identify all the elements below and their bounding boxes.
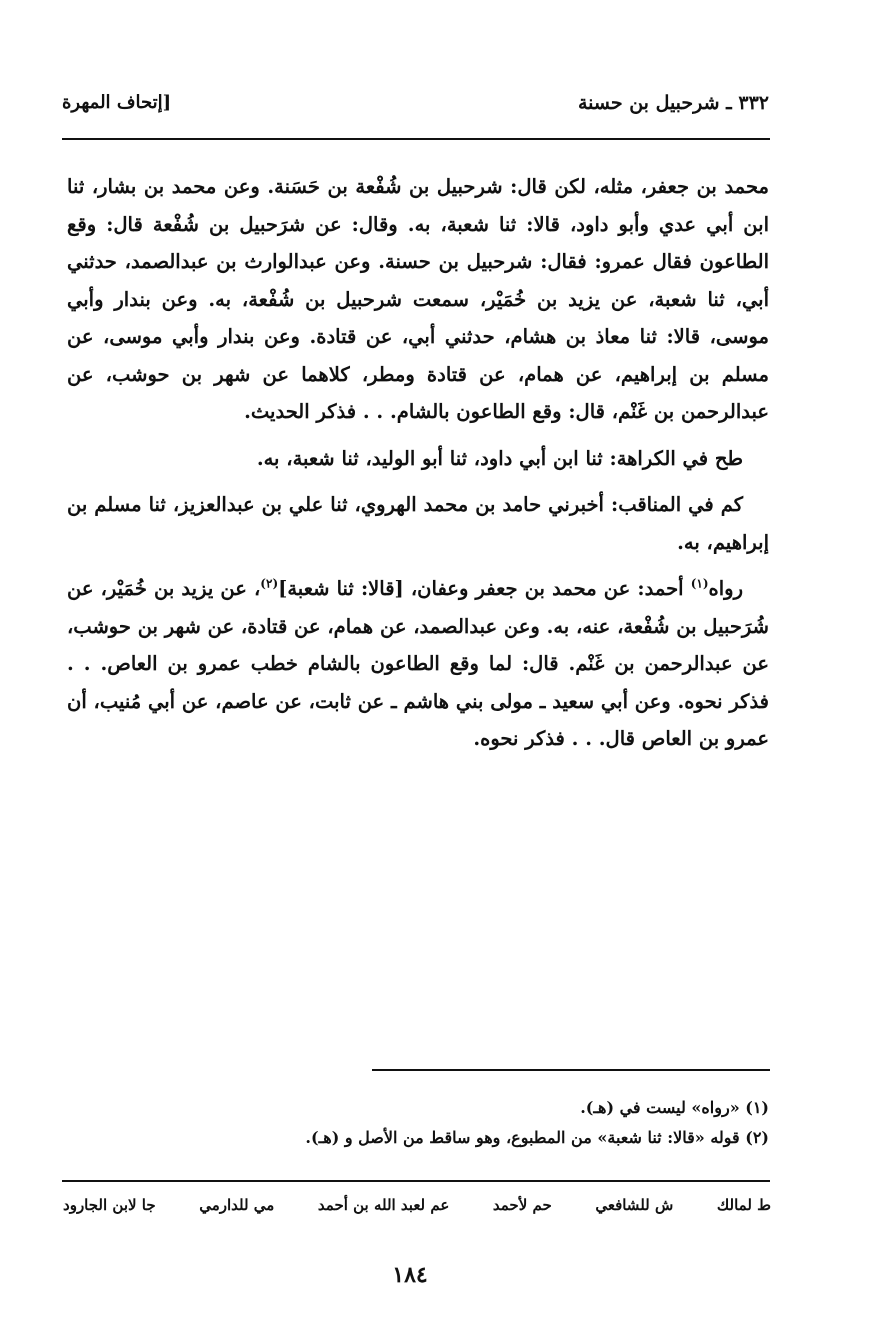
siglum-item — [318, 1196, 449, 1214]
footnote-2: (٢) قوله «قالا: ثنا شعبة» من المطبوع، وهو ساقط من الأصل و (هـ). — [305, 1128, 769, 1147]
chapter-title: ٣٣٢ ـ شرحبيل بن حسنة — [577, 92, 769, 114]
footnotes — [67, 1093, 769, 1153]
siglum-code: ط — [757, 1196, 771, 1214]
paragraph-4-start: رواه — [708, 577, 743, 600]
siglum-code: ش — [654, 1196, 674, 1214]
siglum-code: جا — [141, 1196, 156, 1214]
siglum-name: لعبد الله بن أحمد — [317, 1196, 426, 1214]
footnote-1: (١) «رواه» ليست في (هـ). — [580, 1098, 769, 1117]
siglum-code: عم — [430, 1196, 450, 1214]
paragraph-3: كم في المناقب: أخبرني حامد بن محمد الهروي، ثنا علي بن عبدالعزيز، ثنا مسلم بن إبراهيم، به. — [67, 493, 769, 554]
siglum-item — [717, 1196, 771, 1214]
siglum-name: لابن الجارود — [63, 1196, 137, 1214]
footnote-ref-1: (١) — [690, 576, 709, 591]
book-title: [إتحاف المهرة — [62, 92, 172, 113]
paragraph-1: محمد بن جعفر، مثله، لكن قال: شرحبيل بن شُفْعة بن حَسَنة. وعن محمد بن بشار، ثنا ابن أبي عدي وأبو داود، قالا: ثنا شعبة، به. وقال: عن شرَحبيل بن شُفْعة قال: وقع الطاعون فقال عمرو: فقال: شرحبيل بن حسنة. وعن عبدالوارث بن عبدالصمد، حدثني أبي، ثنا شعبة، عن يزيد بن خُمَيْر، سمعت شرحبيل بن شُفْعة، به. وعن بندار وأبي موسى، قالا: ثنا معاذ بن هشام، حدثني أبي، عن قتادة. وعن بندار وأبي موسى، عن مسلم بن إبراهيم، عن همام، عن قتادة ومطر، كلاهما عن شهر بن حوشب، عن عبدالرحمن بن غَنْم، قال: وقع الطاعون بالشام. . . فذكر الحديث. — [67, 175, 769, 423]
main-text — [67, 168, 769, 767]
siglum-item — [595, 1196, 673, 1214]
footnote-rule — [372, 1069, 770, 1071]
siglum-code: حم — [532, 1196, 552, 1214]
siglum-item — [199, 1196, 274, 1214]
header-rule — [62, 138, 770, 140]
siglum-code: مي — [253, 1196, 275, 1214]
paragraph-2: طح في الكراهة: ثنا ابن أبي داود، ثنا أبو الوليد، ثنا شعبة، به. — [256, 446, 743, 470]
siglum-name: لمالك — [716, 1196, 752, 1214]
siglum-item — [493, 1196, 552, 1214]
siglum-name: للشافعي — [595, 1196, 650, 1214]
running-head — [62, 92, 769, 126]
paragraph-4 — [67, 570, 769, 758]
sigla-legend — [63, 1196, 771, 1214]
footnote-ref-2: (٢) — [260, 576, 279, 591]
siglum-name: للدارمي — [199, 1196, 249, 1214]
paragraph-4-end: ، عن يزيد بن خُمَيْر، عن شُرَحبيل بن شُفْعة، عنه، به. وعن عبدالصمد، عن همام، عن قتادة، عن شهر بن حوشب، عن عبدالرحمن بن غَنْم. قال: لما وقع الطاعون بالشام خطب عمرو بن العاص. . . فذكر نحوه. وعن أبي سعيد ـ مولى بني هاشم ـ عن ثابت، عن عاصم، عن أبي مُنيب، أن عمرو بن العاص قال. . . فذكر نحوه. — [67, 577, 769, 750]
page-number: ١٨٤ — [392, 1262, 428, 1288]
paragraph-4-middle: أحمد: عن محمد بن جعفر وعفان، [قالا: ثنا شعبة] — [278, 577, 691, 600]
siglum-name: لأحمد — [492, 1196, 528, 1214]
sigla-rule — [62, 1180, 770, 1182]
siglum-item — [63, 1196, 156, 1214]
